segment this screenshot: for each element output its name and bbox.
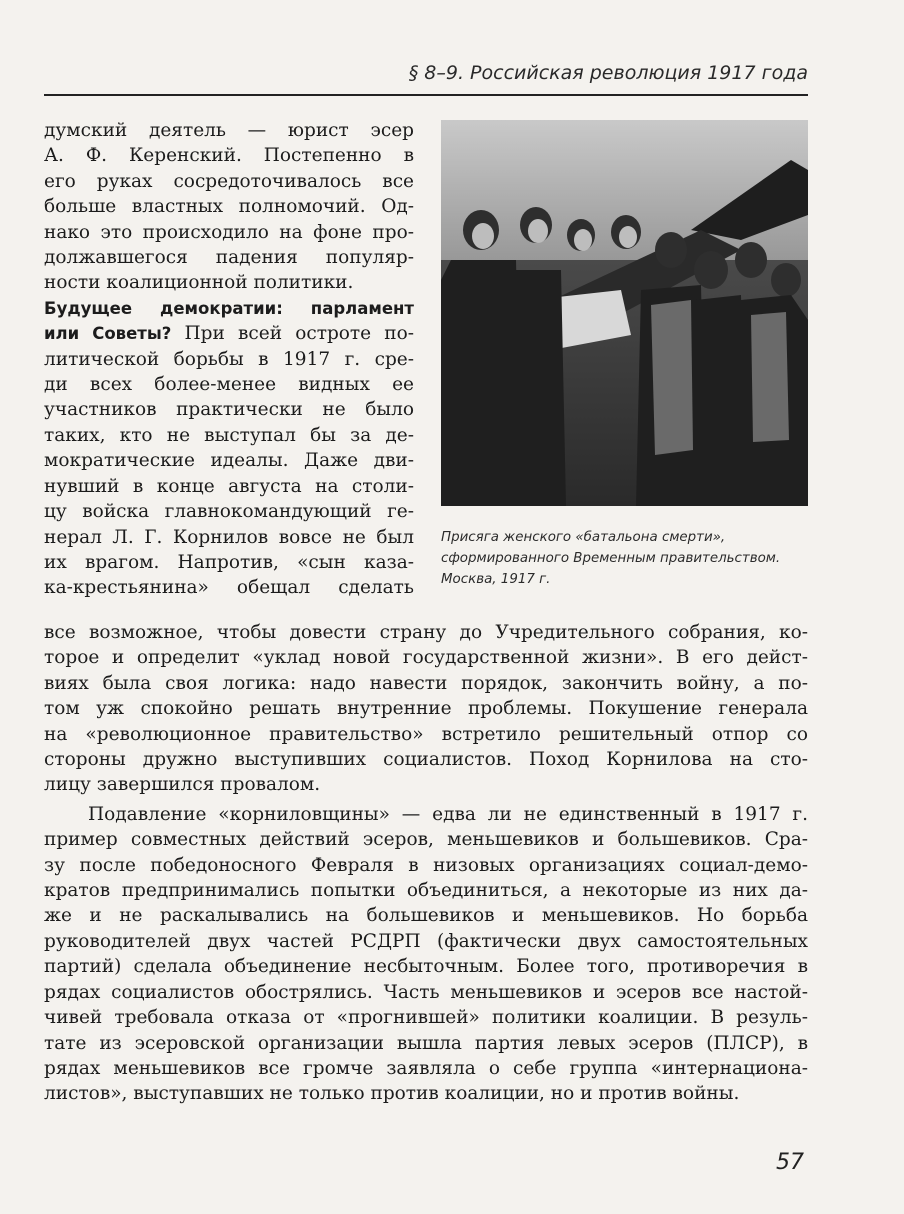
- text-line: его руках сосредоточивалось все: [44, 170, 414, 192]
- text-line: литической борьбы в 1917 г. сре-: [44, 348, 414, 370]
- text-line: больше властных полномочий. Од-: [44, 196, 414, 218]
- text-line: же и не раскалывались на большевиков и меньшевиков. Но борьба: [44, 905, 808, 927]
- text-line: партий) сделала объединение несбыточным. Более того, противоречия в: [44, 956, 808, 978]
- caption-line: сформированного Временным правительством.: [441, 551, 781, 566]
- photo-caption: [441, 527, 811, 590]
- running-head: § 8–9. Российская революция 1917 года: [408, 62, 808, 84]
- page-number: 57: [776, 1150, 804, 1175]
- text-line: их врагом. Напротив, «сын каза-: [44, 551, 414, 573]
- paragraph-1: [44, 620, 808, 798]
- text-line: стороны дружно выступивших социалистов. Поход Корнилова на сто-: [44, 749, 808, 771]
- text-line-with-subheading: [44, 321, 414, 346]
- text-line: зу после победоносного Февраля в низовых организациях социал-демо-: [44, 854, 808, 876]
- text-line: цу войска главнокомандующий ге-: [44, 501, 414, 523]
- column-text: [44, 118, 414, 601]
- text-line: ди всех более-менее видных ее: [44, 374, 414, 396]
- text-line: нако это происходило на фоне про-: [44, 221, 414, 243]
- text-line: кратов предпринимались попытки объединиться, а некоторые из них да-: [44, 880, 808, 902]
- caption-line: Москва, 1917 г.: [441, 572, 551, 587]
- text-line: все возможное, чтобы довести страну до Учредительного собрания, ко-: [44, 622, 808, 643]
- text-line: ка-крестьянина» обещал сделать: [44, 577, 414, 599]
- text-line: листов», выступавших не только против коалиции, но и против войны.: [44, 1083, 740, 1105]
- text-line: А. Ф. Керенский. Постепенно в: [44, 145, 414, 167]
- text-line: пример совместных действий эсеров, меньшевиков и большевиков. Сра-: [44, 829, 808, 851]
- text-line: рядах социалистов обострялись. Часть меньшевиков и эсеров все настой-: [44, 981, 808, 1003]
- photo-image: [441, 120, 808, 506]
- text-line: мократические идеалы. Даже дви-: [44, 450, 414, 472]
- section-subheading-end: или Советы?: [44, 324, 172, 344]
- text-line: участников практически не было: [44, 399, 414, 421]
- text-line: ности коалиционной политики.: [44, 272, 354, 294]
- text-line: должавшегося падения популяр-: [44, 247, 414, 269]
- text-line: чивей требовала отказа от «прогнившей» политики коалиции. В резуль-: [44, 1007, 808, 1029]
- text-line: том уж спокойно решать внутренние проблемы. Покушение генерала: [44, 698, 808, 720]
- text-line: думский деятель — юрист эсер: [44, 120, 414, 141]
- text-line: тате из эсеровской организации вышла партия левых эсеров (ПЛСР), в: [44, 1032, 808, 1054]
- header-rule: [44, 94, 808, 96]
- body-text: [44, 620, 808, 1107]
- text-line: на «революционное правительство» встретило решительный отпор со: [44, 723, 808, 745]
- text-line: рядах меньшевиков все громче заявляла о себе группа «интернациона-: [44, 1057, 808, 1079]
- caption-line: Присяга женского «батальона смерти»,: [441, 530, 726, 545]
- text-line: торое и определит «уклад новой государственной жизни». В его дейст-: [44, 647, 808, 669]
- text-line: таких, кто не выступал бы за де-: [44, 424, 414, 446]
- text-line: нувший в конце августа на столи-: [44, 475, 414, 497]
- paragraph-2: [44, 802, 808, 1107]
- text-line: виях была своя логика: надо навести порядок, закончить войну, а по-: [44, 672, 808, 694]
- text-fragment: При всей остроте по-: [171, 323, 414, 345]
- historical-photo: [441, 120, 808, 506]
- text-line: нерал Л. Г. Корнилов вовсе не был: [44, 526, 414, 548]
- text-line: руководителей двух частей РСДРП (фактически двух самостоятельных: [44, 930, 808, 952]
- text-line: лицу завершился провалом.: [44, 774, 321, 796]
- text-line: Подавление «корниловщины» — едва ли не единственный в 1917 г.: [88, 803, 808, 825]
- section-subheading: Будущее демократии: парламент: [44, 298, 414, 318]
